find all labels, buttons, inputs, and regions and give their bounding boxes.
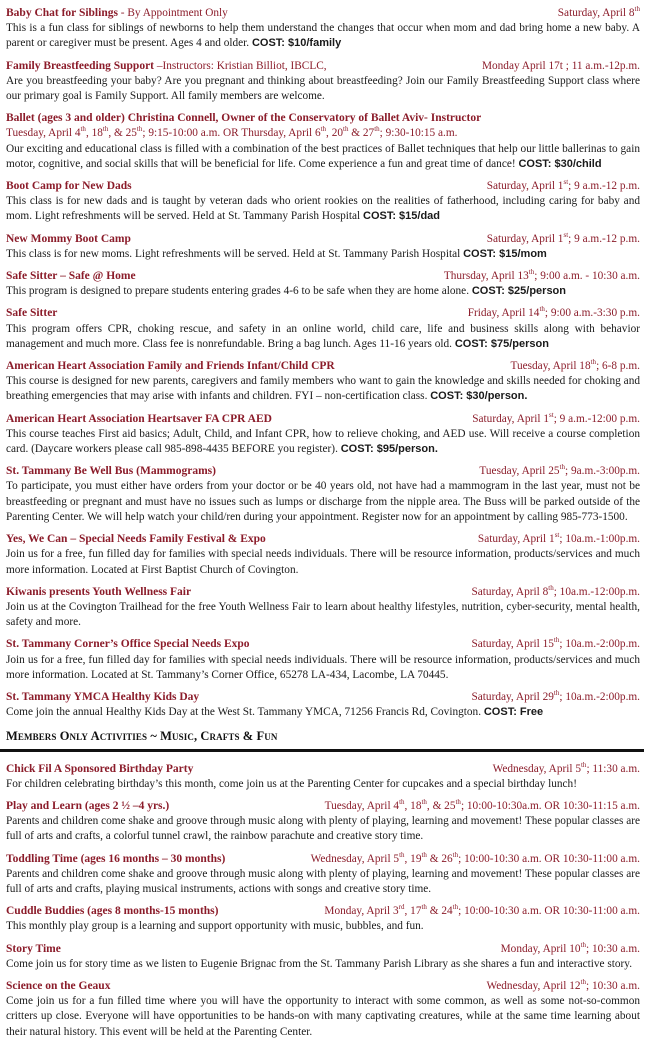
event-title: Ballet (ages 3 and older) Christina Connell, Owner of the Conservatory of Ballet Aviv- Instructor (6, 112, 482, 125)
event-header (6, 464, 640, 479)
event-header (6, 6, 640, 21)
event-header (6, 412, 640, 427)
event-entry (6, 637, 640, 683)
event-header (6, 306, 640, 321)
event-entry (6, 232, 640, 262)
event-entry (6, 179, 640, 225)
event-cost: COST: $30/person. (430, 390, 528, 403)
event-entry (6, 585, 640, 631)
event-title: Safe Sitter (6, 307, 58, 320)
event-date: Thursday, April 13th; 9:00 a.m. - 10:30 a.m. (443, 268, 640, 283)
event-date: Tuesday, April 25th; 9a.m.-3:00p.m. (479, 463, 640, 478)
event-title: Family Breastfeeding Support (6, 59, 155, 72)
event-cost: COST: $30/child (518, 157, 602, 170)
event-header (6, 359, 640, 374)
event-description: This class is for new dads and is taught by veteran dads who orient rookies on the realities of fatherhood, including caring for baby and mom. Light refreshments will be served. Held at St. Tammany Parish Hospital COST: $15/dad (6, 195, 640, 223)
members-activity-list (6, 762, 640, 1040)
event-header (6, 585, 640, 600)
event-title: Science on the Geaux (6, 979, 111, 992)
event-title: Safe Sitter – Safe @ Home (6, 270, 136, 283)
event-description: This program is designed to prepare students entering grades 4-6 to be safe when they are home alone. COST: $25/person (6, 285, 566, 298)
event-entry (6, 269, 640, 299)
event-date: Friday, April 14th; 9:00 a.m.-3:30 p.m. (467, 305, 640, 320)
event-date: Saturday, April 8th (557, 5, 640, 19)
event-date: Wednesday, April 5th; 11:30 a.m. (492, 760, 640, 775)
event-entry (6, 111, 640, 172)
event-date: Tuesday, April 4th, 18th, & 25th; 10:00-10:30a.m. OR 10:30-11:15 a.m. (324, 798, 640, 812)
event-date: Tuesday, April 18th; 6-8 p.m. (510, 358, 640, 373)
event-header (6, 532, 640, 547)
event-title: Yes, We Can – Special Needs Family Festival & Expo (6, 533, 266, 546)
event-description: Come join us for story time as we listen to Eugenie Brignac from the St. Tammany Parish Library as she shares a fun and interactive story. (6, 957, 633, 970)
event-date: Saturday, April 1st; 9 a.m.-12 p.m. (486, 230, 640, 245)
event-header (6, 59, 640, 74)
event-title: St. Tammany Be Well Bus (Mammograms) (6, 465, 216, 478)
event-description: This monthly play group is a learning and support opportunity with music, bubbles, and fun. (6, 920, 424, 933)
event-entry (6, 690, 640, 720)
event-title: Toddling Time (ages 16 months – 30 months) (6, 852, 226, 865)
event-date: Monday, April 10th; 10:30 a.m. (500, 940, 640, 955)
event-cost: COST: $15/dad (363, 210, 441, 223)
event-header (6, 904, 640, 919)
event-title: Boot Camp for New Dads (6, 180, 132, 193)
event-description: Come join us for a fun filled time where you will have the opportunity to interact with some common, as well as some not-so-common critters up close. Everyone will have opportunities to be hands-on with many captivating creatures, while at the same time learning about their natural history. This event will be held at the Parenting Center. (6, 995, 640, 1038)
event-title: St. Tammany Corner’s Office Special Needs Expo (6, 638, 250, 651)
event-description: Join us for a free, fun filled day for families with special needs individuals. There will be resource information, products/services and much more information. Located at First Baptist Church of Covington. (6, 548, 640, 576)
event-title: Kiwanis presents Youth Wellness Fair (6, 585, 192, 598)
event-header (6, 232, 640, 247)
event-note: –Instructors: Kristian Billiot, IBCLC, (154, 59, 327, 72)
event-note: - By Appointment Only (117, 7, 228, 19)
event-description: Parents and children come shake and groove through music along with plenty of playing, learning and movement! These popular classes are full of arts and crafts, playing musical instruments, actions with songs and creative story time. (6, 867, 640, 895)
event-header (6, 762, 640, 777)
section-title: Members Only Activities ~ Music, Crafts & Fun (6, 729, 278, 744)
event-entry (6, 799, 640, 845)
event-description: Are you breastfeeding your baby? Are you pregnant and thinking about breastfeeding? Join our Family Breastfeeding Support class where our primary goal is Family Support. All family members are welcome. (6, 74, 640, 103)
event-date: Wednesday, April 12th; 10:30 a.m. (486, 978, 640, 992)
event-cost: COST: $75/person (454, 337, 549, 350)
event-entry (6, 412, 640, 458)
event-entry (6, 942, 640, 972)
event-date: Wednesday, April 5th, 19th & 26th; 10:00-10:30 a.m. OR 10:30-11:00 a.m. (310, 850, 640, 865)
event-description: For children celebrating birthday’s this month, come join us at the Parenting Center for cupcakes and a special birthday lunch! (6, 777, 577, 790)
event-title: American Heart Association Family and Friends Infant/Child CPR (6, 360, 335, 373)
event-date: Saturday, April 29th; 10a.m.-2:00p.m. (471, 689, 640, 703)
event-header (6, 637, 640, 652)
event-description: Come join the annual Healthy Kids Day at the West St. Tammany YMCA, 71256 Francis Rd, Covington. COST: Free (6, 706, 544, 719)
event-description: To participate, you must either have orders from your doctor or be 40 years old, not have had a mammogram in the last year, must not be breastfeeding or pregnant and must have no issues such as lumps or discharge from the nipple area. The Buss will be parked outside of the Parenting Center. We will help watch your child/ren during your appointment. Register now for an appointment by calling 985-773-1500. (6, 480, 640, 523)
event-description: This course is designed for new parents, caregivers and family members who want to gain the knowledge and skills needed for choking and breathing emergencies that may arise with infants and children. FYI – non-certification class. COST: $30/person. (6, 375, 640, 403)
event-title: Story Time (6, 942, 61, 955)
event-date: Saturday, April 1st; 10a.m.-1:00p.m. (477, 531, 640, 546)
event-header (6, 179, 640, 194)
event-header (6, 799, 640, 814)
event-header (6, 269, 640, 284)
event-header (6, 979, 640, 994)
event-title: New Mommy Boot Camp (6, 232, 131, 245)
event-date: Monday, April 3rd, 17th & 24th; 10:00-10:30 a.m. OR 10:30-11:00 a.m. (324, 903, 640, 918)
document-page (6, 6, 640, 1047)
event-entry (6, 979, 640, 1040)
section-divider (0, 749, 644, 752)
event-cost: COST: $95/person. (340, 443, 438, 456)
event-date: Saturday, April 8th; 10a.m.-12:00p.m. (471, 583, 640, 598)
event-description: Join us at the Covington Trailhead for the free Youth Wellness Fair to learn about healthy lifestyles, nutrition, cyber-security, mental health, safety and more. (6, 600, 640, 629)
event-entry (6, 852, 640, 898)
event-description: This is a fun class for siblings of newborns to help them understand the changes that occur when mom and dad bring home a new baby. A parent or caregiver must be present. Ages 4 and older. COST: $10/family (6, 22, 640, 50)
event-description: Our exciting and educational class is filled with a combination of the best practices of Ballet techniques that help our little ballerinas to gain motor, cognitive, and social skills that will be beneficial for life. Come experience a fun and great time of dance! COST: $30/child (6, 142, 640, 170)
event-title: Baby Chat for Siblings (6, 7, 118, 19)
event-cost: COST: $25/person (471, 285, 566, 298)
event-description: This program offers CPR, choking rescue, and safety in an online world, child care, life and business skills along with behavior management and much more. Class fee is nonrefundable. Bring a bag lunch. Ages 11-16 years old. COST: $75/person (6, 322, 640, 350)
event-description: This class is for new moms. Light refreshments will be served. Held at St. Tammany Parish Hospital COST: $15/mom (6, 247, 547, 260)
event-entry (6, 762, 640, 792)
event-entry (6, 359, 640, 405)
event-header (6, 942, 640, 957)
event-description: Join us for a free, fun filled day for families with special needs individuals. There will be resource information, products/services and much more information. Located at St. Tammany’s Corner Office, 65278 LA-434, Lacombe, LA 70445. (6, 653, 640, 681)
event-entry (6, 59, 640, 105)
event-date: Monday April 17t ; 11 a.m.-12p.m. (481, 59, 640, 72)
event-date: Saturday, April 1st; 9 a.m.-12 p.m. (486, 178, 640, 193)
event-date: Saturday, April 15th; 10a.m.-2:00p.m. (471, 636, 640, 651)
event-description: This course teaches First aid basics; Adult, Child, and Infant CPR, how to relieve choking, and AED use. Will receive a course completion card. (Daycare workers please call 985-898-4435 BEFORE you register). COST: $95/person. (6, 427, 640, 456)
event-title: Cuddle Buddies (ages 8 months-15 months) (6, 905, 219, 918)
event-cost: COST: $15/mom (463, 247, 547, 260)
event-list (6, 6, 640, 720)
event-schedule: Tuesday, April 4th, 18th, & 25th; 9:15-10:00 a.m. OR Thursday, April 6th, 20th & 27th; 9:30-10:15 a.m. (6, 125, 458, 140)
event-entry (6, 904, 640, 934)
event-description: Parents and children come shake and groove through music along with plenty of playing, learning and movement! These popular classes are full of arts and crafts, a colorful tunnel crawl, the rainbow parachute and creative story time. (6, 815, 640, 843)
event-entry (6, 306, 640, 352)
event-entry (6, 6, 640, 52)
event-header (6, 111, 640, 126)
event-title: American Heart Association Heartsaver FA CPR AED (6, 412, 272, 425)
event-title: Chick Fil A Sponsored Birthday Party (6, 762, 194, 775)
event-entry (6, 532, 640, 578)
event-entry (6, 464, 640, 525)
event-cost: COST: Free (483, 706, 544, 719)
event-header (6, 690, 640, 705)
event-cost: COST: $10/family (251, 37, 342, 50)
event-title: St. Tammany YMCA Healthy Kids Day (6, 690, 200, 703)
event-date: Saturday, April 1st; 9 a.m.-12:00 p.m. (472, 410, 640, 425)
event-header (6, 852, 640, 867)
event-title: Play and Learn (ages 2 ½ –4 yrs.) (6, 799, 170, 812)
